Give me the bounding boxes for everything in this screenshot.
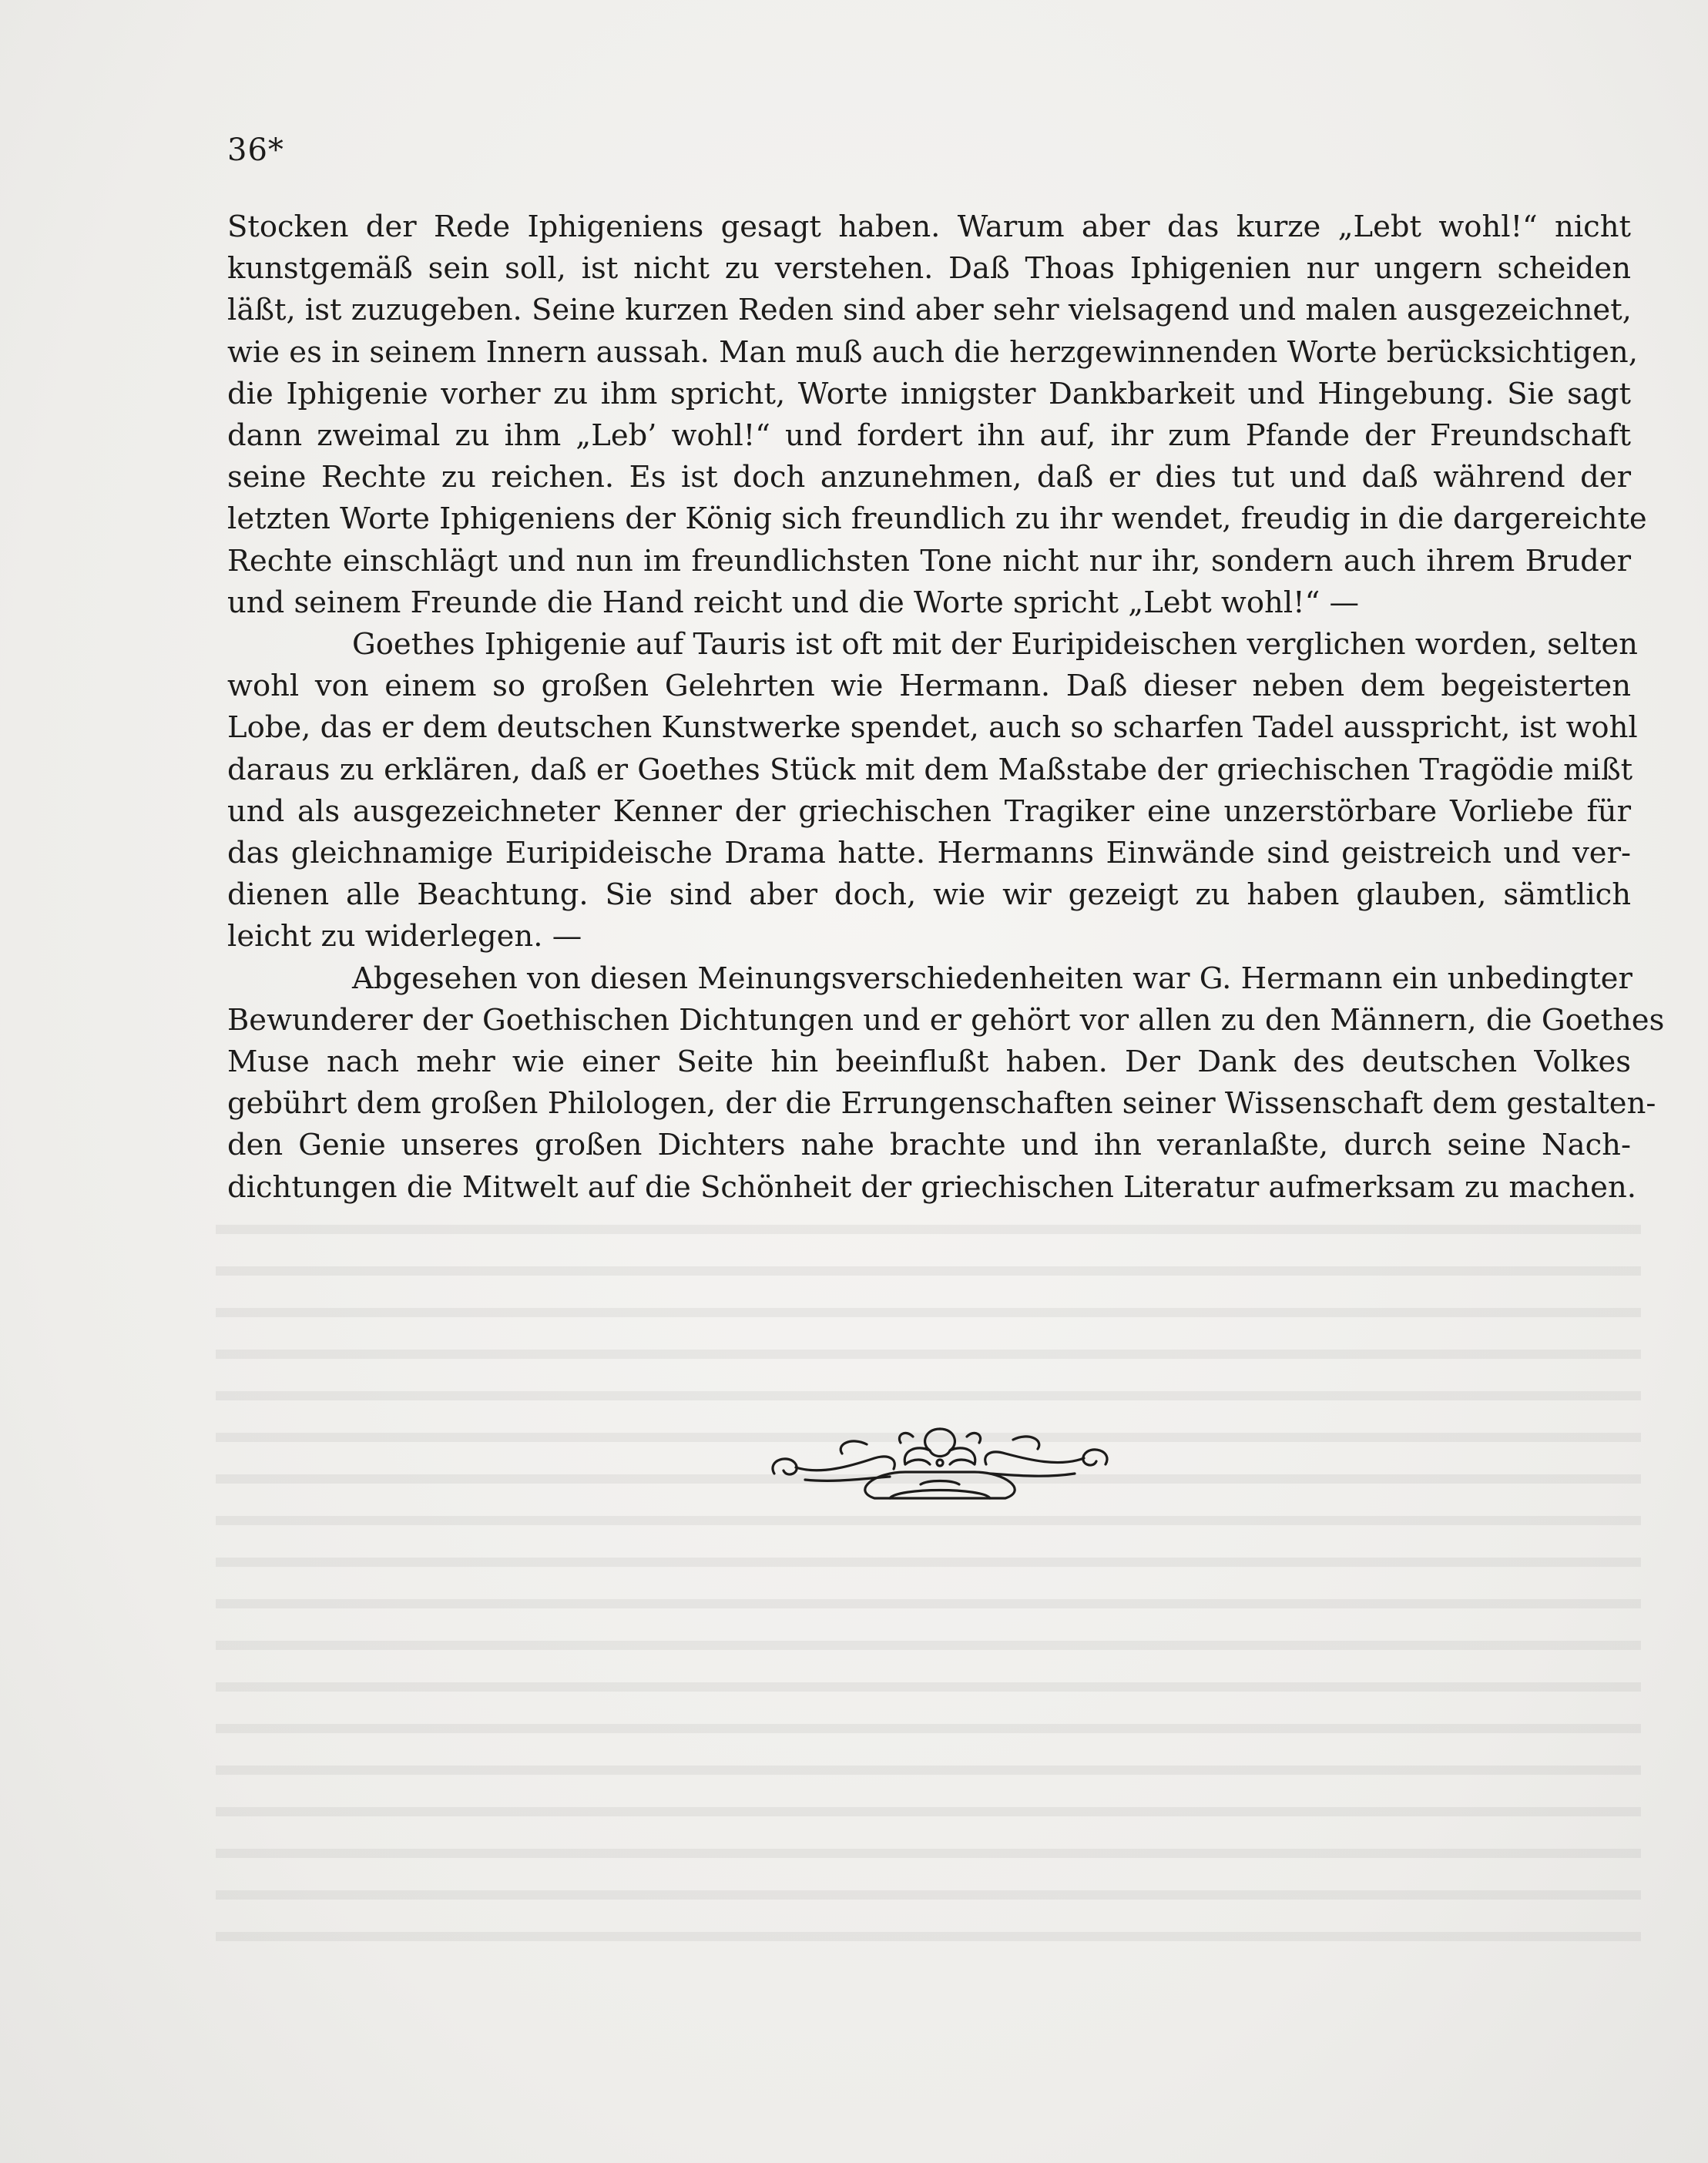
text-line: dichtungen die Mitwelt auf die Schönheit der griechischen Literatur aufmerksam zu machen. [227,1169,1636,1205]
text-line: Rechte einschlägt und nun im freundlichsten Tone nicht nur ihr, sondern auch ihrem Bruder [227,543,1631,578]
text-line: und als ausgezeichneter Kenner der griechischen Tragiker eine unzerstörbare Vorliebe für [227,793,1631,829]
text-line: Goethes Iphigenie auf Tauris ist oft mit der Euripideischen verglichen worden, selten [352,627,1638,662]
text-line: dienen alle Beachtung. Sie sind aber doch, wie wir gezeigt zu haben glauben, sämtlich [227,877,1631,913]
text-line: den Genie unseres großen Dichters nahe brachte und ihn veranlaßte, durch seine Nach- [227,1128,1631,1163]
paragraph [227,206,1647,624]
text-line: wie es in seinem Innern aussah. Man muß auch die herzgewinnenden Worte berücksichtigen, [227,334,1638,370]
page-number: 36* [227,132,284,168]
text-line: dann zweimal zu ihm „Leb’ wohl!“ und fordert ihn auf, ihr zum Pfande der Freundschaft [227,418,1631,454]
paragraph [227,958,1665,1209]
text-line: Bewunderer der Goethischen Dichtungen und er gehört vor allen zu den Männern, die Goethes [227,1002,1665,1038]
paragraph [227,624,1638,958]
text-line: letzten Worte Iphigeniens der König sich freundlich zu ihr wendet, freudig in die dargereichte [227,501,1647,537]
text-line: läßt, ist zuzugeben. Seine kurzen Reden sind aber sehr vielsagend und malen ausgezeichnet, [227,293,1632,328]
text-line: wohl von einem so großen Gelehrten wie Hermann. Daß dieser neben dem begeisterten [227,669,1631,704]
scroll-ornament-icon [759,1413,1121,1521]
text-line: Stocken der Rede Iphigeniens gesagt haben. Warum aber das kurze „Lebt wohl!“ nicht [227,210,1631,244]
text-line: Abgesehen von diesen Meinungsverschiedenheiten war G. Hermann ein unbedingter [352,961,1632,996]
text-line: kunstgemäß sein soll, ist nicht zu verstehen. Daß Thoas Iphigenien nur ungern scheiden [227,251,1631,287]
text-line: seine Rechte zu reichen. Es ist doch anzunehmen, daß er dies tut und daß während der [227,460,1631,495]
text-line: die Iphigenie vorher zu ihm spricht, Worte innigster Dankbarkeit und Hingebung. Sie sagt [227,376,1631,411]
text-line: gebührt dem großen Philologen, der die Errungenschaften seiner Wissenschaft dem gestalten- [227,1086,1656,1122]
text-line: das gleichnamige Euripideische Drama hatte. Hermanns Einwände sind geistreich und ver- [227,836,1631,871]
show-through-texture [216,1202,1641,1972]
text-line: Lobe, das er dem deutschen Kunstwerke spendet, auch so scharfen Tadel ausspricht, ist wohl [227,710,1638,746]
text-line: und seinem Freunde die Hand reicht und die Worte spricht „Lebt wohl!“ — [227,585,1360,620]
text-line: Muse nach mehr wie einer Seite hin beeinflußt haben. Der Dank des deutschen Volkes [227,1045,1631,1080]
text-line: daraus zu erklären, daß er Goethes Stück mit dem Maßstabe der griechischen Tragödie mißt [227,752,1633,787]
text-line: leicht zu widerlegen. — [227,919,582,954]
body-text [227,206,1665,1209]
